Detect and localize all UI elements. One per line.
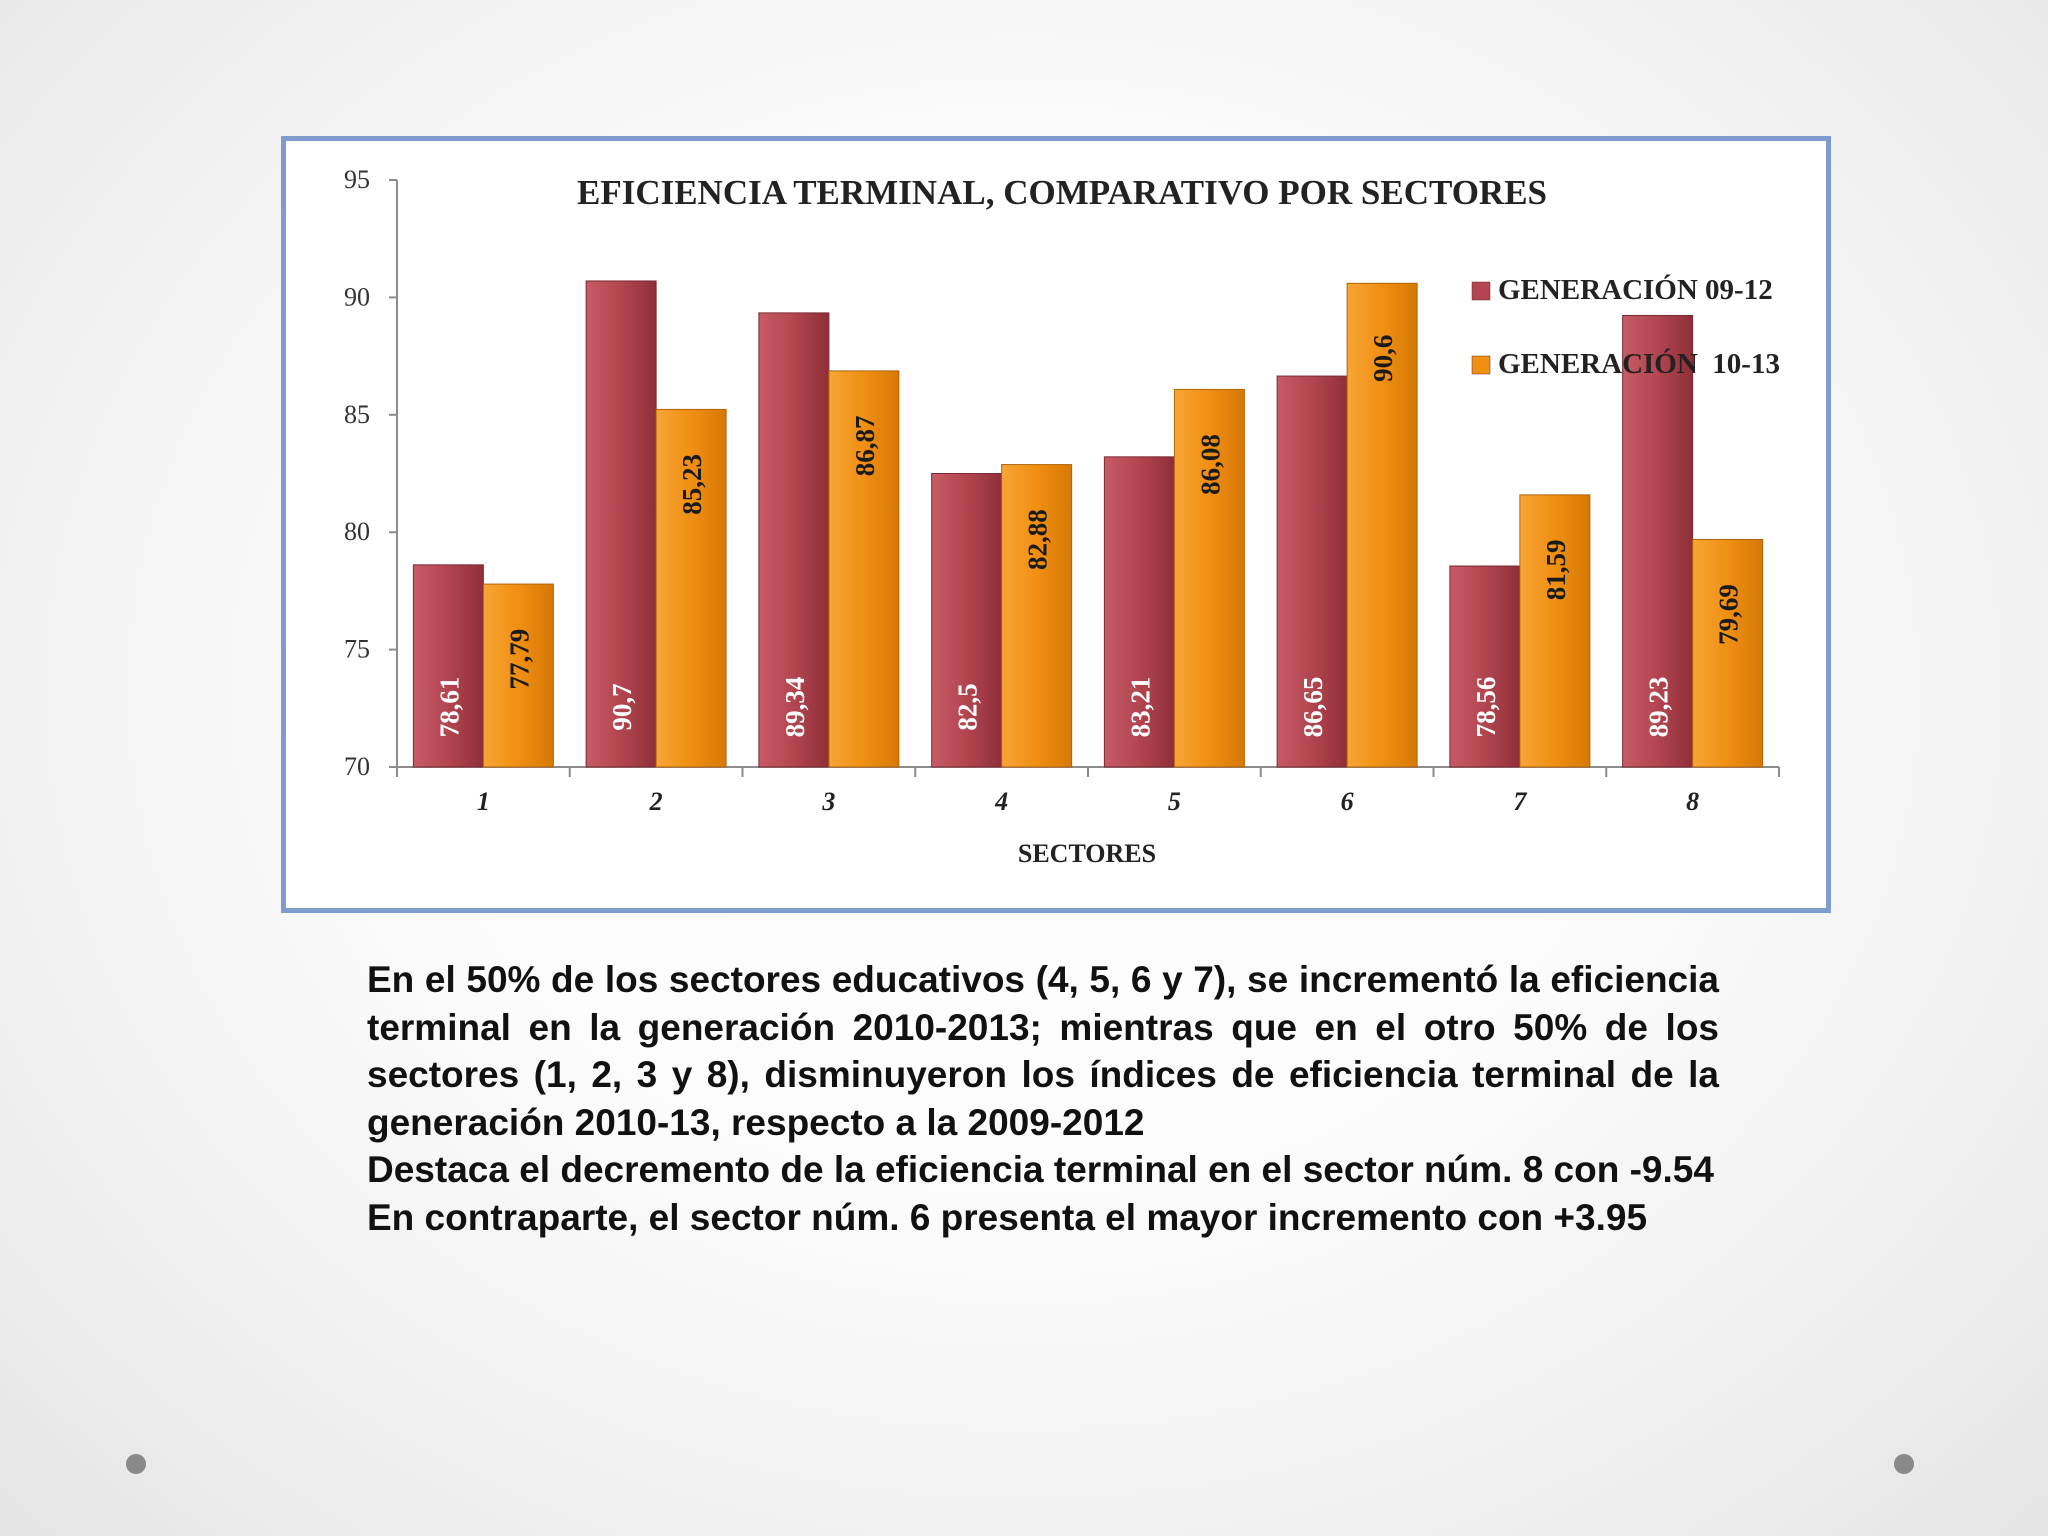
chart-frame [281,136,1831,913]
data-label-s1-sector-2: 90,7 [607,683,638,731]
description-paragraph-1: En el 50% de los sectores educativos (4, 5, 6 y 7), se incrementó la eficiencia terminal en la generación 2010-2013; mientras que en el otro 50% de los sectores (1, 2, 3 y 8), disminuyeron los índices de eficiencia terminal de la generación 2010-13, respecto a la 2009-2012 [367,959,1719,1143]
description-paragraph-2: Destaca el decremento de la eficiencia terminal en el sector núm. 8 con -9.54 [367,1149,1714,1190]
x-tick-label-3: 3 [822,787,836,816]
chart-title: EFICIENCIA TERMINAL, COMPARATIVO POR SECTORES [576,173,1548,212]
data-label-s1-sector-6: 86,65 [1298,676,1329,738]
data-label-s1-sector-1: 78,61 [434,676,465,738]
data-label-s2-sector-2: 85,23 [677,454,708,515]
bar-chart [286,141,1826,908]
data-label-s2-sector-5: 86,08 [1195,434,1226,495]
data-label-s1-sector-7: 78,56 [1470,676,1501,738]
data-label-s1-sector-5: 83,21 [1125,676,1156,738]
data-label-s1-sector-4: 82,5 [952,683,983,731]
data-label-s1-sector-8: 89,23 [1643,676,1674,738]
y-tick-label-80: 80 [344,517,370,547]
legend-label-generacion-09-12: GENERACIÓN 09-12 [1498,274,1773,306]
legend-label-generacion-10-13: GENERACIÓN 10-13 [1498,348,1780,380]
slide-dot-right [1894,1454,1914,1474]
x-tick-label-6: 6 [1340,787,1354,816]
x-tick-label-7: 7 [1513,787,1527,816]
x-tick-label-4: 4 [995,787,1009,816]
bar-s2-sector-7 [1520,495,1590,767]
legend-swatch-generacion-10-13 [1472,356,1490,374]
x-axis-title: SECTORES [1017,839,1157,868]
data-label-s2-sector-4: 82,88 [1022,509,1053,570]
x-tick-label-5: 5 [1167,787,1181,816]
data-label-s2-sector-8: 79,69 [1713,584,1744,645]
data-label-s2-sector-6: 90,6 [1368,334,1399,382]
y-tick-label-95: 95 [344,165,370,194]
data-label-s2-sector-7: 81,59 [1540,539,1571,601]
slide-dot-left [126,1454,146,1474]
data-label-s2-sector-1: 77,79 [504,628,535,690]
y-tick-label-75: 75 [344,634,370,664]
description-paragraph-3: En contraparte, el sector núm. 6 presenta el mayor incremento con +3.95 [367,1196,1648,1238]
description-text [367,956,1719,1241]
y-tick-label-85: 85 [344,399,370,429]
y-tick-label-90: 90 [344,282,370,312]
bar-s2-sector-8 [1693,539,1763,767]
data-label-s1-sector-3: 89,34 [779,676,810,738]
x-tick-label-8: 8 [1686,787,1700,816]
x-tick-label-2: 2 [649,787,663,816]
data-label-s2-sector-3: 86,87 [849,415,880,477]
legend-swatch-generacion-09-12 [1472,282,1490,300]
y-tick-label-70: 70 [344,752,370,781]
y-axis [344,165,397,781]
x-tick-label-1: 1 [476,787,490,816]
x-axis [397,767,1779,816]
